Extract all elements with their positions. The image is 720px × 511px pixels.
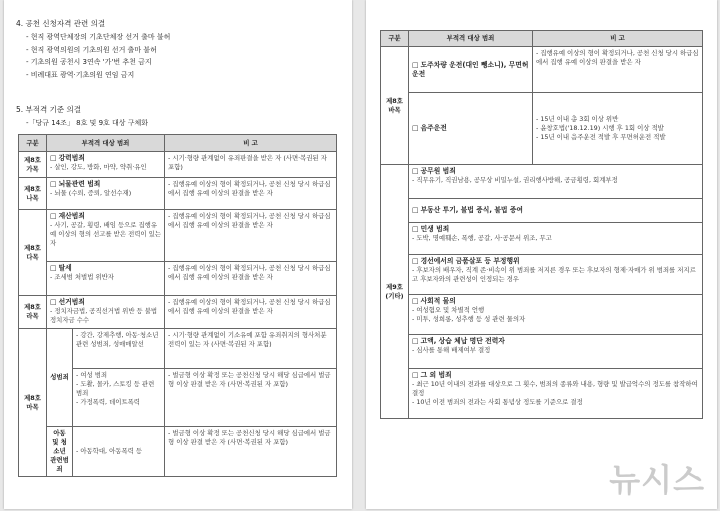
table-row (19, 296, 337, 329)
table-row (381, 165, 703, 199)
crime-name: □ 부동산 투기, 불법 증식, 불법 증여 (412, 206, 699, 215)
crime-name: □ 뇌물관련 범죄 (50, 180, 161, 189)
note-cell: - 벌금형 이상 확정 또는 공천신청 당시 해당 심급에서 벌금형 이상 판결 받은 자 (사면·복권된 자 포함) (165, 427, 337, 477)
crime-name: □ 사회적 물의 (412, 297, 699, 306)
table-row (381, 47, 703, 93)
crime-cell (47, 296, 165, 329)
crime-name: □ 공무원 범죄 (412, 167, 699, 176)
crime-name: □ 탈세 (50, 264, 161, 273)
left-document-page (4, 0, 352, 509)
crime-cell (409, 335, 703, 369)
crime-detail: - 최근 10년 이내의 전과를 대상으로 그 횟수, 범죄의 종류와 내용, 형량 및 발급억수의 정도를 참작하여 결정 - 10년 이전 범죄의 전과는 사회 통념상 정도를 기준으로 결정 (412, 380, 698, 406)
table-row (381, 295, 703, 335)
note-cell: - 집행유예 이상의 형이 확정되거나, 공천 신청 당시 하급심에서 집행 유예 이상의 판결을 받은 자 (533, 47, 703, 93)
note-cell: - 벌금형 이상 확정 또는 공천신청 당시 해당 심급에서 벌금형 이상 판결 받은 자 (사면·복권된 자 포함) (165, 369, 337, 427)
crime-detail: - 여성 범죄 - 도촬, 몰카, 스토킹 등 관련 범죄 - 가정폭력, 데이트폭력 (73, 369, 165, 427)
table-row (381, 335, 703, 369)
crime-category-label: 아동 및 청소년 관련범죄 (47, 427, 73, 477)
note-cell: - 시기·형량 관계없이 기소유예 포함 유죄취지의 형사처분 전력이 있는 자 (사면·복권된 자 포함) (165, 329, 337, 369)
table-row (381, 93, 703, 165)
grade-cell: 제8호 라목 (19, 296, 47, 329)
table-row (19, 262, 337, 296)
crime-detail: - 뇌물 (수뢰, 증뢰, 알선수재) (50, 189, 132, 197)
grade-cell: 제8호 마목 (19, 329, 47, 477)
crime-cell (47, 262, 165, 296)
header-crime: 부적격 대상 범죄 (47, 135, 165, 152)
crime-category-label: 성범죄 (47, 329, 73, 427)
crime-detail: - 직무유기, 직권남용, 공무상 비밀누설, 권리행사방해, 공금횡령, 회계부정 (412, 176, 618, 184)
grade-cell: 제8호 가목 (19, 152, 47, 178)
crime-name: □ 음주운전 (412, 124, 529, 133)
table-row (19, 178, 337, 210)
crime-detail: - 아동학대, 아동폭력 등 (73, 427, 165, 477)
grade-cell: 제8호 다목 (19, 210, 47, 296)
note-cell: - 시기·형량 관계없이 유죄판결을 받은 자 (사면·복권된 자 포함) (165, 152, 337, 178)
crime-cell (47, 210, 165, 262)
section-4-item: - 비례대표 광역·기초의원 연임 금지 (26, 70, 135, 79)
newsis-watermark: 뉴시스 (609, 461, 705, 499)
section-4-item: - 현직 광역단체장의 기초단체장 선거 출마 불허 (26, 33, 171, 41)
crime-name: □ 고액, 상습 체납 명단 전력자 (412, 337, 699, 346)
crime-cell (47, 152, 165, 178)
crime-cell (409, 295, 703, 335)
criteria-table-left (18, 134, 337, 477)
note-cell: - 집행유예 이상의 형이 확정되거나, 공천 신청 당시 하급심에서 집행 유예 이상의 판결을 받은 자 (165, 210, 337, 262)
section-4 (16, 18, 170, 81)
section-5-item: -「당규 14조」 8호 및 9호 대상 구체화 (26, 119, 149, 127)
crime-cell (409, 223, 703, 255)
table-row (381, 199, 703, 223)
note-cell: - 집행유예 이상의 형이 확정되거나, 공천 신청 당시 하급심에서 집행 유예 이상의 판결을 받은 자 (165, 296, 337, 329)
crime-name: □ 경선에서의 금품살포 등 부정행위 (412, 257, 699, 266)
crime-name: □ 재산범죄 (50, 212, 161, 221)
crime-name: □ 민생 범죄 (412, 225, 699, 234)
grade-cell: 제8호 나목 (19, 178, 47, 210)
table-row (19, 427, 337, 477)
crime-name: □ 선거범죄 (50, 298, 161, 307)
crime-name: □ 강력범죄 (50, 154, 161, 163)
crime-cell (409, 369, 703, 419)
header-note: 비 고 (533, 31, 703, 47)
crime-cell (409, 199, 703, 223)
section-4-item: - 현직 광역의원의 기초의원 선거 출마 불허 (26, 45, 157, 54)
criteria-table-right (380, 30, 703, 419)
crime-detail: - 여성혐오 및 차별적 언행 - 미투, 성희롱, 성추행 등 성 관련 물의자 (412, 306, 526, 323)
section-5 (16, 104, 148, 130)
right-document-page (366, 0, 717, 509)
grade-cell: 제9호 (기타) (381, 165, 409, 419)
note-cell: - 15년 이내 총 3회 이상 위반 - 윤창호법('18.12.19) 시행 후 1회 이상 적발 - 15년 이내 음주운전 적발 후 무면허운전 적발 (533, 93, 703, 165)
crime-name: □ 그 외 범죄 (412, 371, 699, 380)
section-4-title: 4. 공천 신청자격 관련 의결 (16, 19, 106, 28)
table-row (19, 210, 337, 262)
table-row (381, 369, 703, 419)
crime-detail: - 후보자의 배우자, 직계 존·비속이 위 범죄를 저지른 경우 또는 후보자의 형제·자매가 위 범죄를 저지르고 후보자와의 관련성이 인정되는 경우 (412, 266, 696, 283)
grade-cell: 제8호 바목 (381, 47, 409, 165)
note-cell: - 집행유예 이상의 형이 확정되거나, 공천 신청 당시 하급심에서 집행 유예 이상의 판결을 받은 자 (165, 262, 337, 296)
crime-cell (409, 93, 533, 165)
crime-detail: - 정치자금법, 공직선거법 위반 등 불법 정치자금 수수 (50, 307, 158, 324)
table-row (381, 223, 703, 255)
header-grade: 구분 (19, 135, 47, 152)
note-cell: - 집행유예 이상의 형이 확정되거나, 공천 신청 당시 하급심에서 집행 유예 이상의 판결을 받은 자 (165, 178, 337, 210)
header-note: 비 고 (165, 135, 337, 152)
crime-detail: - 살인, 강도, 방화, 마약, 약취·유인 (50, 163, 147, 171)
table-row (19, 152, 337, 178)
crime-name: □ 도주차량 운전(대인 뺑소니), 무면허운전 (412, 61, 529, 79)
section-5-title: 5. 부적격 기준 의결 (16, 105, 82, 114)
crime-detail: - 도박, 명예훼손, 폭행, 공갈, 사·공문서 위조, 무고 (412, 234, 552, 242)
crime-cell (47, 178, 165, 210)
crime-detail: - 조세범 처벌법 위반자 (50, 273, 114, 281)
header-grade: 구분 (381, 31, 409, 47)
crime-detail: - 사기, 공갈, 횡령, 배임 등으로 집행유예 이상의 형의 선고를 받은 전력이 있는 자 (50, 221, 161, 247)
crime-cell (409, 165, 703, 199)
crime-detail: - 강간, 강제추행, 아동·청소년 관련 성범죄, 성매매알선 (73, 329, 165, 369)
table-row (19, 329, 337, 369)
crime-cell (409, 255, 703, 295)
header-crime: 부적격 대상 범죄 (409, 31, 533, 47)
section-4-item: - 기초의원 공천시 3연속 '가'번 추천 금지 (26, 58, 152, 66)
crime-detail: - 심사를 통해 배제여부 결정 (412, 346, 491, 354)
table-row (381, 255, 703, 295)
crime-cell (409, 47, 533, 93)
